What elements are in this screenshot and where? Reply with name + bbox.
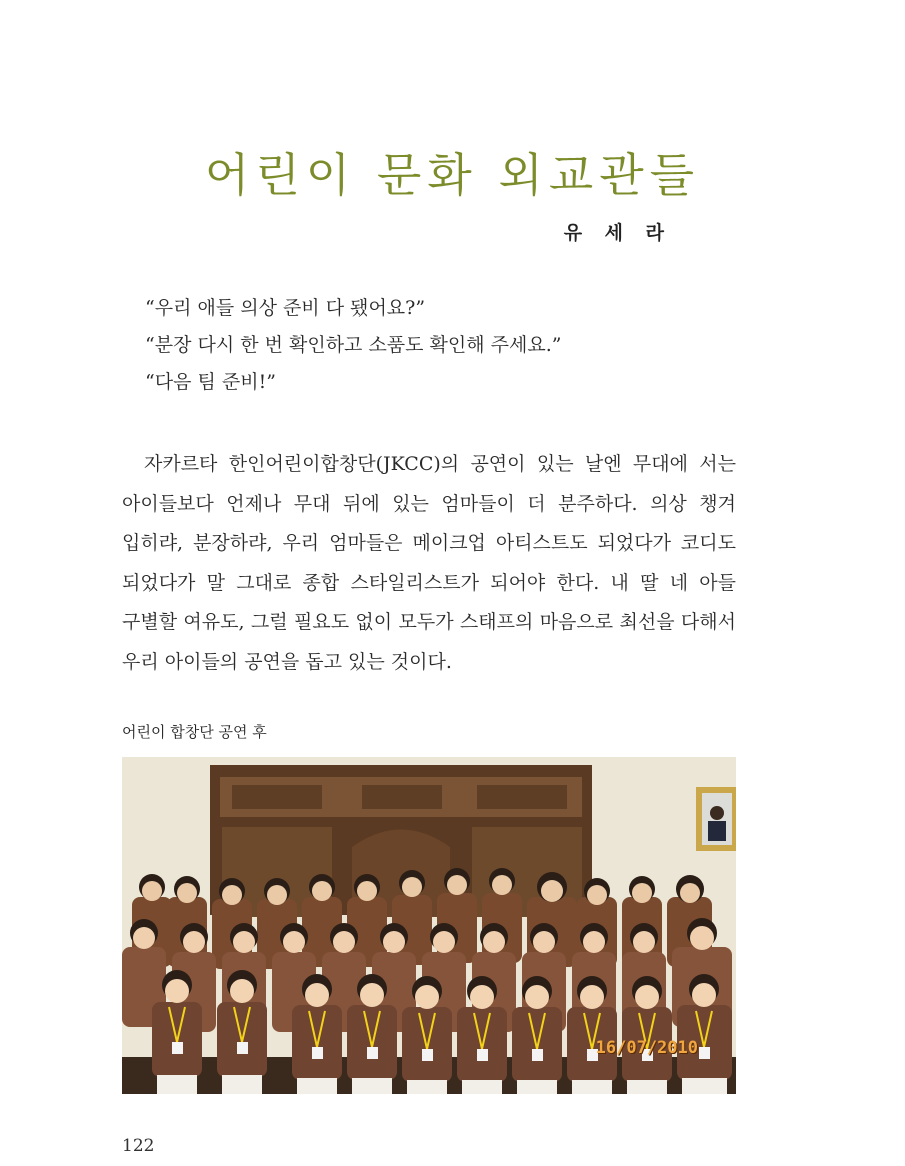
dialogue-quotes [145,290,561,401]
quote-line: “우리 애들 의상 준비 다 됐어요?” [145,297,426,319]
quote-line: “다음 팀 준비!” [145,371,276,393]
page-title: 어린이 문화 외교관들 [204,147,701,202]
photo-date-stamp: 16/07/2010 [595,1038,698,1058]
quote-line: “분장 다시 한 번 확인하고 소품도 확인해 주세요.” [145,334,562,356]
body-paragraph: 자카르타 한인어린이합창단(JKCC)의 공연이 있는 날엔 무대에 서는 아이들보다 언제나 무대 뒤에 있는 엄마들이 더 분주하다. 의상 챙겨 입히랴, 분장하랴, 우리 엄마들은 메이크업 아티스트도 되었다가 코디도 되었다가 말 그대로 종합 스타일리스트가 되어야 한다. 내 딸 네 아들 구별할 여유도, 그럴 필요도 없이 모두가 스태프의 마음으로 최선을 다해서 우리 아이들의 공연을 돕고 있는 것이다. [122,453,736,673]
choir-group-photo [122,757,736,1094]
page-number: 122 [122,1136,155,1156]
author-name: 유 세 라 [563,222,672,244]
photo-caption: 어린이 합창단 공연 후 [122,723,267,741]
